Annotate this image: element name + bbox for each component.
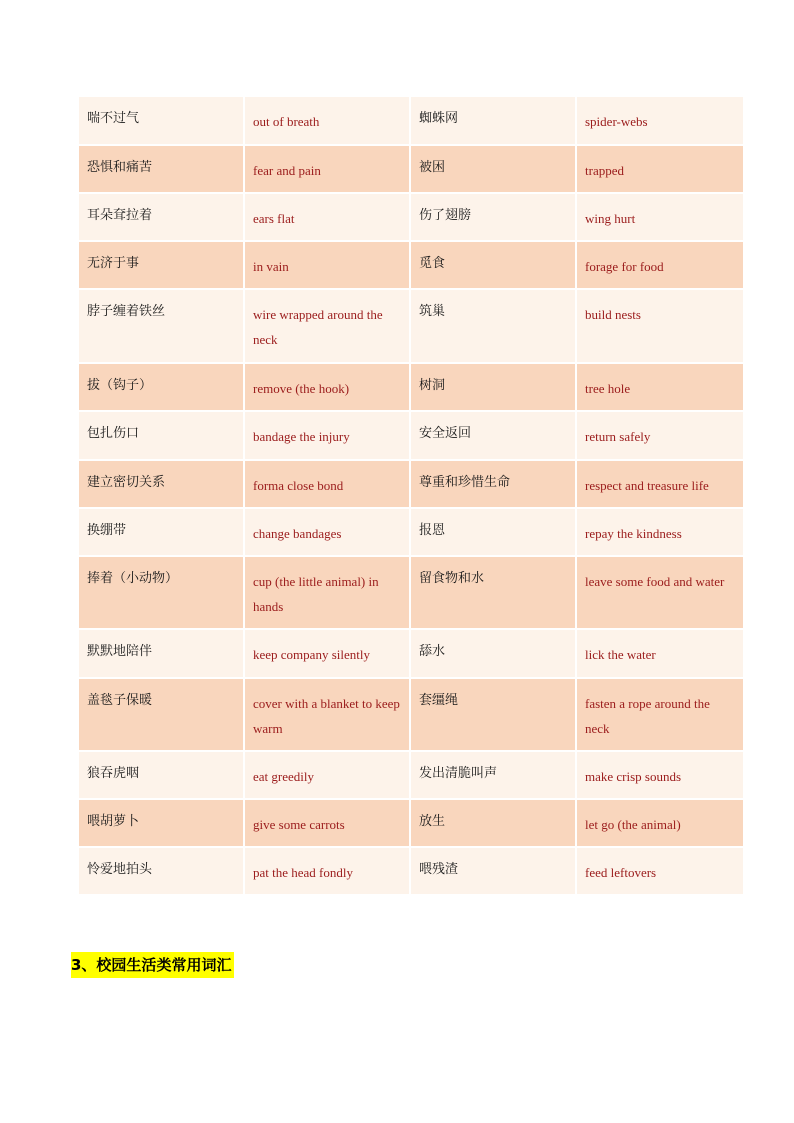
chinese-term-cell: 喂残渣	[411, 848, 577, 896]
chinese-term-cell: 发出清脆叫声	[411, 752, 577, 800]
chinese-term-cell: 脖子缠着铁丝	[79, 290, 245, 364]
table-row	[79, 630, 743, 679]
english-translation-cell: make crisp sounds	[577, 752, 743, 800]
table-row	[79, 290, 743, 364]
chinese-term-cell: 树洞	[411, 364, 577, 412]
english-translation-cell: lick the water	[577, 630, 743, 679]
chinese-term-cell: 舔水	[411, 630, 577, 679]
english-translation-cell: cover with a blanket to keep warm	[245, 679, 411, 752]
table-row	[79, 752, 743, 800]
chinese-term-cell: 包扎伤口	[79, 412, 245, 461]
english-translation-cell: change bandages	[245, 509, 411, 557]
english-translation-cell: give some carrots	[245, 800, 411, 848]
chinese-term-cell: 尊重和珍惜生命	[411, 461, 577, 509]
chinese-term-cell: 套缰绳	[411, 679, 577, 752]
table-row	[79, 461, 743, 509]
english-translation-cell: eat greedily	[245, 752, 411, 800]
table-row	[79, 509, 743, 557]
table-row	[79, 800, 743, 848]
table-row	[79, 97, 743, 146]
chinese-term-cell: 盖毯子保暖	[79, 679, 245, 752]
english-translation-cell: bandage the injury	[245, 412, 411, 461]
chinese-term-cell: 喘不过气	[79, 97, 245, 146]
chinese-term-cell: 留食物和水	[411, 557, 577, 630]
table-row	[79, 146, 743, 194]
english-translation-cell: ears flat	[245, 194, 411, 242]
table-row	[79, 679, 743, 752]
english-translation-cell: trapped	[577, 146, 743, 194]
chinese-term-cell: 被困	[411, 146, 577, 194]
english-translation-cell: forma close bond	[245, 461, 411, 509]
chinese-term-cell: 无济于事	[79, 242, 245, 290]
table-row	[79, 194, 743, 242]
chinese-term-cell: 喂胡萝卜	[79, 800, 245, 848]
english-translation-cell: keep company silently	[245, 630, 411, 679]
english-translation-cell: wing hurt	[577, 194, 743, 242]
chinese-term-cell: 伤了翅膀	[411, 194, 577, 242]
english-translation-cell: pat the head fondly	[245, 848, 411, 896]
english-translation-cell: leave some food and water	[577, 557, 743, 630]
english-translation-cell: spider-webs	[577, 97, 743, 146]
section-heading: 3、校园生活类常用词汇	[71, 952, 234, 978]
table-row	[79, 848, 743, 896]
chinese-term-cell: 报恩	[411, 509, 577, 557]
table-row	[79, 412, 743, 461]
english-translation-cell: wire wrapped around the neck	[245, 290, 411, 364]
english-translation-cell: remove (the hook)	[245, 364, 411, 412]
english-translation-cell: fasten a rope around the neck	[577, 679, 743, 752]
english-translation-cell: fear and pain	[245, 146, 411, 194]
english-translation-cell: forage for food	[577, 242, 743, 290]
english-translation-cell: repay the kindness	[577, 509, 743, 557]
table-row	[79, 557, 743, 630]
english-translation-cell: in vain	[245, 242, 411, 290]
english-translation-cell: cup (the little animal) in hands	[245, 557, 411, 630]
chinese-term-cell: 拔（钩子）	[79, 364, 245, 412]
english-translation-cell: feed leftovers	[577, 848, 743, 896]
english-translation-cell: respect and treasure life	[577, 461, 743, 509]
vocabulary-table	[79, 97, 743, 896]
chinese-term-cell: 放生	[411, 800, 577, 848]
table-row	[79, 364, 743, 412]
table-row	[79, 242, 743, 290]
chinese-term-cell: 安全返回	[411, 412, 577, 461]
chinese-term-cell: 换绷带	[79, 509, 245, 557]
chinese-term-cell: 建立密切关系	[79, 461, 245, 509]
english-translation-cell: out of breath	[245, 97, 411, 146]
chinese-term-cell: 耳朵耷拉着	[79, 194, 245, 242]
english-translation-cell: return safely	[577, 412, 743, 461]
chinese-term-cell: 觅食	[411, 242, 577, 290]
chinese-term-cell: 怜爱地拍头	[79, 848, 245, 896]
chinese-term-cell: 恐惧和痛苦	[79, 146, 245, 194]
english-translation-cell: let go (the animal)	[577, 800, 743, 848]
chinese-term-cell: 默默地陪伴	[79, 630, 245, 679]
chinese-term-cell: 捧着（小动物）	[79, 557, 245, 630]
chinese-term-cell: 狼吞虎咽	[79, 752, 245, 800]
chinese-term-cell: 筑巢	[411, 290, 577, 364]
english-translation-cell: tree hole	[577, 364, 743, 412]
chinese-term-cell: 蜘蛛网	[411, 97, 577, 146]
english-translation-cell: build nests	[577, 290, 743, 364]
